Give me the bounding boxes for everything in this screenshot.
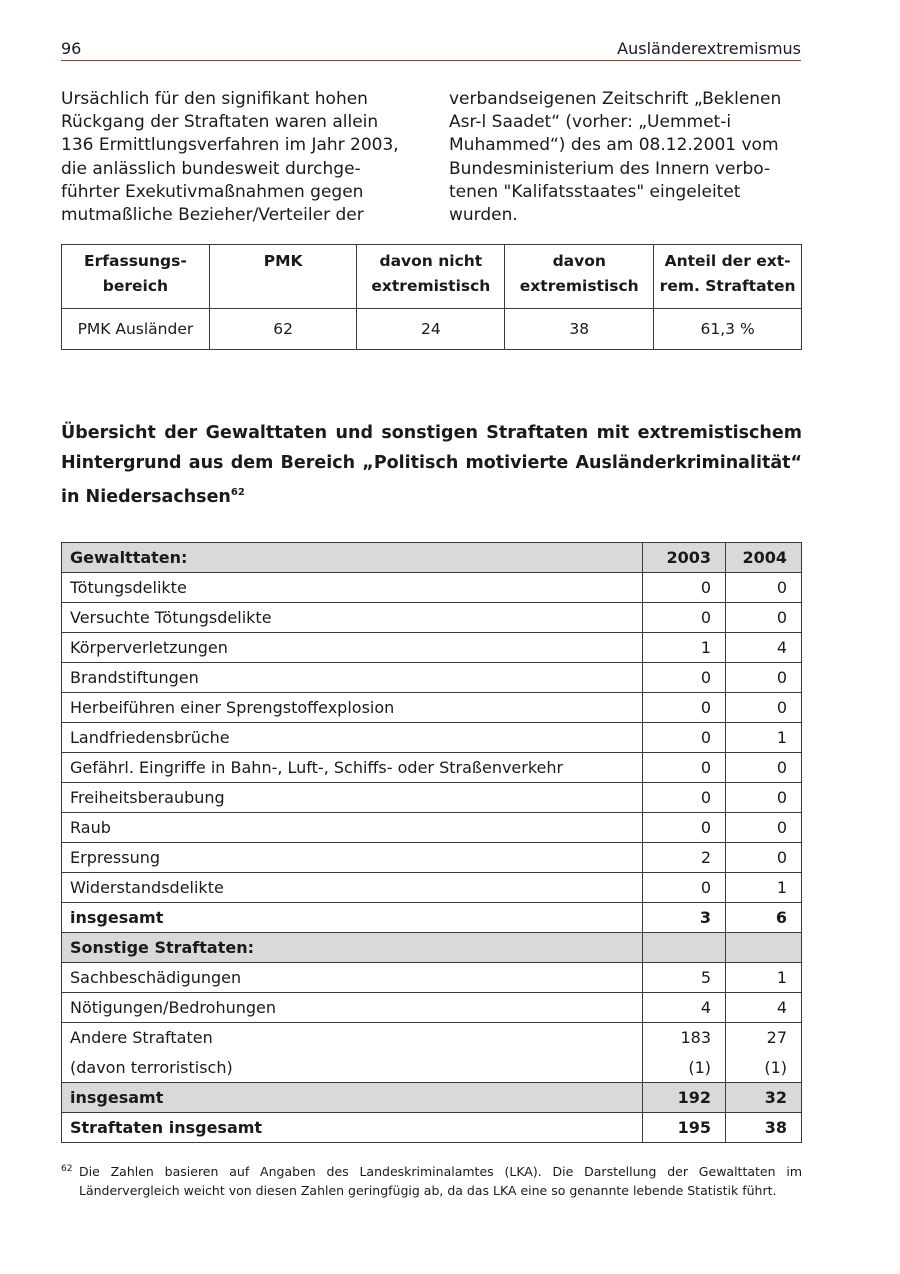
intro-right-column (449, 88, 809, 227)
table-row (62, 873, 802, 903)
intro-line: verbandseigenen Zeitschrift „Beklenen (449, 89, 782, 109)
value-2003: 183 (643, 1023, 726, 1053)
value-2003: 195 (643, 1113, 726, 1143)
value-2003 (643, 933, 726, 963)
table-row (62, 1083, 802, 1113)
intro-line: Bundesministerium des Innern verbo- (449, 158, 771, 179)
value-2004: 38 (726, 1113, 802, 1143)
row-label: insgesamt (62, 1083, 643, 1113)
row-label: Gewalttaten: (62, 543, 643, 573)
summary-header-row (62, 245, 802, 309)
table-row (62, 1053, 802, 1083)
summary-header-cell: PMK (209, 245, 357, 309)
summary-cell: 62 (209, 309, 357, 350)
value-2003: 4 (643, 993, 726, 1023)
intro-line: Muhammed“) des am 08.12.2001 vom (449, 135, 779, 156)
table-row (62, 813, 802, 843)
value-2004: 0 (726, 783, 802, 813)
intro-left-column (61, 88, 426, 227)
heading-line: Übersicht der Gewalttaten und sonstigen Straftaten mit extremistischem (61, 423, 802, 443)
value-2003: 0 (643, 753, 726, 783)
summary-header-cell: Erfassungs- bereich (62, 245, 210, 309)
row-label: Landfriedensbrüche (62, 723, 643, 753)
table-row (62, 663, 802, 693)
row-label: Herbeiführen einer Sprengstoffexplosion (62, 693, 643, 723)
table-row (62, 603, 802, 633)
intro-line: Ursächlich für den signifikant hohen (61, 89, 368, 109)
summary-cell: 61,3 % (654, 309, 802, 350)
value-2004: 0 (726, 753, 802, 783)
table-row (62, 753, 802, 783)
table-row (62, 723, 802, 753)
value-2003: 2 (643, 843, 726, 873)
intro-line: mutmaßliche Bezieher/Verteiler der (61, 205, 364, 226)
value-2003: 0 (643, 873, 726, 903)
value-2004: 4 (726, 993, 802, 1023)
value-2004: 1 (726, 873, 802, 903)
heading-line: Hintergrund aus dem Bereich „Politisch motivierte Ausländerkriminalität“ (61, 453, 802, 473)
table-row (62, 633, 802, 663)
row-label: Gefährl. Eingriffe in Bahn-, Luft-, Schiffs- oder Straßenverkehr (62, 753, 643, 783)
summary-header-cell: davon extremistisch (505, 245, 654, 309)
value-2004: 0 (726, 813, 802, 843)
value-2003: 0 (643, 603, 726, 633)
intro-line: führter Exekutivmaßnahmen gegen (61, 181, 364, 202)
value-2004: 0 (726, 843, 802, 873)
summary-header-cell: davon nicht extremistisch (357, 245, 505, 309)
row-label: Versuchte Tötungsdelikte (62, 603, 643, 633)
intro-line: wurden. (449, 205, 518, 226)
row-label: Sonstige Straftaten: (62, 933, 643, 963)
table-row (62, 933, 802, 963)
heading-line-last: in Niedersachsen$^{62}$ (61, 487, 245, 507)
footnote-reference[interactable]: 62 (230, 487, 245, 498)
intro-line: Rückgang der Straftaten waren allein (61, 112, 379, 133)
intro-line: die anlässlich bundesweit durchge- (61, 158, 361, 179)
row-label: Tötungsdelikte (62, 573, 643, 603)
value-2004: 1 (726, 723, 802, 753)
value-2003: 0 (643, 693, 726, 723)
table-row (62, 843, 802, 873)
table-row (62, 993, 802, 1023)
value-2003: 0 (643, 813, 726, 843)
value-2004: 27 (726, 1023, 802, 1053)
value-2004: (1) (726, 1053, 802, 1083)
value-2003: (1) (643, 1053, 726, 1083)
summary-cell: PMK Ausländer (62, 309, 210, 350)
value-2004: 32 (726, 1083, 802, 1113)
row-label: Erpressung (62, 843, 643, 873)
row-label: Nötigungen/Bedrohungen (62, 993, 643, 1023)
footnote (61, 1163, 802, 1200)
table-row (62, 693, 802, 723)
summary-cell: 24 (357, 309, 505, 350)
value-2004: 0 (726, 603, 802, 633)
row-label: Körperverletzungen (62, 633, 643, 663)
page-header (61, 37, 801, 61)
intro-line: 136 Ermittlungsverfahren im Jahr 2003, (61, 135, 399, 156)
value-2004: 1 (726, 963, 802, 993)
table-row (62, 903, 802, 933)
table-row (62, 783, 802, 813)
value-2004: 0 (726, 693, 802, 723)
page-number: 96 (61, 39, 82, 58)
running-title: Ausländerextremismus (617, 39, 801, 58)
value-2004: 2004 (726, 543, 802, 573)
row-label: (davon terroristisch) (62, 1053, 643, 1083)
value-2004: 0 (726, 573, 802, 603)
value-2003: 0 (643, 783, 726, 813)
row-label: insgesamt (62, 903, 643, 933)
value-2003: 0 (643, 723, 726, 753)
crime-statistics-table (61, 542, 802, 1143)
row-label: Raub (62, 813, 643, 843)
value-2003: 0 (643, 663, 726, 693)
intro-line: tenen "Kalifatsstaates" eingeleitet (449, 181, 741, 202)
row-label: Brandstiftungen (62, 663, 643, 693)
section-heading (61, 418, 802, 512)
row-label: Widerstandsdelikte (62, 873, 643, 903)
value-2003: 3 (643, 903, 726, 933)
row-label: Andere Straftaten (62, 1023, 643, 1053)
value-2004: 4 (726, 633, 802, 663)
summary-data-row (62, 309, 802, 350)
value-2003: 0 (643, 573, 726, 603)
summary-table (61, 244, 802, 350)
intro-line: Asr-l Saadet“ (vorher: „Uemmet-i (449, 112, 732, 133)
value-2004 (726, 933, 802, 963)
table-row (62, 543, 802, 573)
table-row (62, 963, 802, 993)
table-row (62, 573, 802, 603)
footnote-text: Die Zahlen basieren auf Angaben des Landeskriminalamtes (LKA). Die Darstellung der Gewalttaten im Ländervergleich weicht von diesen Zahlen geringfügig ab, da das LKA eine so genannte lebende Statistik führt. (79, 1164, 802, 1198)
value-2003: 2003 (643, 543, 726, 573)
value-2004: 0 (726, 663, 802, 693)
table-row (62, 1023, 802, 1053)
value-2003: 5 (643, 963, 726, 993)
table-row (62, 1113, 802, 1143)
value-2003: 1 (643, 633, 726, 663)
row-label: Straftaten insgesamt (62, 1113, 643, 1143)
value-2003: 192 (643, 1083, 726, 1113)
row-label: Sachbeschädigungen (62, 963, 643, 993)
summary-cell: 38 (505, 309, 654, 350)
footnote-mark: 62 (61, 1164, 73, 1174)
summary-header-cell: Anteil der ext- rem. Straftaten (654, 245, 802, 309)
row-label: Freiheitsberaubung (62, 783, 643, 813)
value-2004: 6 (726, 903, 802, 933)
